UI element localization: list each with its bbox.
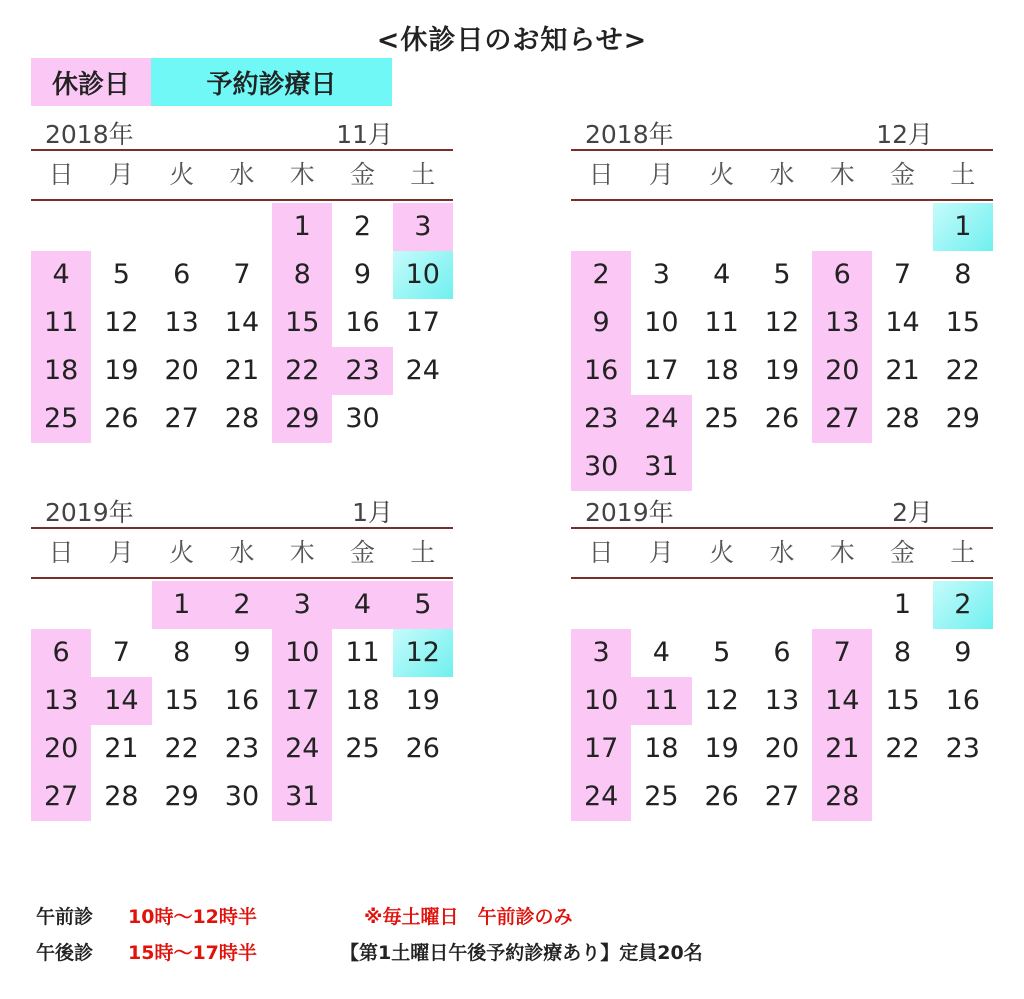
afternoon-hours-label: 午後診: [36, 942, 94, 964]
weekday-label: 月: [648, 538, 674, 567]
calendar-day: 4: [332, 581, 392, 629]
calendar-day: 16: [345, 307, 380, 338]
calendar-day: 13: [812, 299, 872, 347]
calendar-day: 10: [272, 629, 332, 677]
saturday-note: ※毎土曜日 午前診のみ: [364, 906, 573, 928]
calendar-year: 2019年: [585, 498, 674, 527]
calendar-2018-11: [31, 115, 453, 443]
calendar-day: 18: [31, 347, 91, 395]
calendar-day: 30: [571, 443, 631, 491]
calendar-day: 26: [405, 733, 440, 764]
weekday-label: 金: [889, 538, 915, 567]
calendar-day: 28: [224, 403, 260, 434]
weekday-label: 日: [48, 538, 74, 567]
calendar-day: 18: [644, 733, 679, 764]
calendar-day: 4: [31, 251, 91, 299]
weekday-label: 水: [229, 538, 255, 567]
calendar-day: 26: [764, 403, 800, 434]
calendar-day: 22: [885, 733, 920, 764]
calendar-day: 21: [224, 355, 260, 386]
weekday-label: 日: [588, 538, 614, 567]
weekday-header: [571, 529, 993, 577]
calendar-day: 6: [773, 637, 791, 668]
calendar-day: 12: [764, 307, 800, 338]
calendar-2019-01: [31, 493, 453, 821]
morning-hours-label: 午前診: [36, 906, 94, 928]
calendar-day: 17: [272, 677, 332, 725]
calendar-day: 10: [393, 251, 453, 299]
weekday-label: 水: [769, 538, 795, 567]
calendar-day: 18: [704, 355, 739, 386]
calendar-day: 18: [345, 685, 380, 716]
calendar-day: 31: [631, 443, 691, 491]
calendar-day: 1: [152, 581, 212, 629]
calendar-day: 9: [954, 637, 972, 668]
weekday-label: 木: [829, 160, 855, 189]
weekday-header: [31, 151, 453, 199]
calendar-day: 19: [104, 355, 139, 386]
calendar-year: 2018年: [585, 120, 674, 149]
calendar-2018-12: [571, 115, 993, 491]
calendar-year: 2019年: [45, 498, 134, 527]
weekday-label: 水: [769, 160, 795, 189]
calendar-day: 14: [812, 677, 872, 725]
calendar-day: 6: [812, 251, 872, 299]
weekday-label: 金: [349, 538, 375, 567]
weekday-label: 月: [108, 160, 134, 189]
calendar-day: 8: [954, 259, 972, 290]
first-saturday-note: 【第1土曜日午後予約診療あり】定員20名: [340, 942, 703, 964]
weekday-label: 土: [950, 160, 976, 189]
calendar-day: 20: [31, 725, 91, 773]
calendar-day: 1: [933, 203, 993, 251]
calendar-day: 26: [104, 403, 139, 434]
weekday-label: 土: [410, 538, 436, 567]
calendar-day: 11: [345, 637, 380, 668]
calendar-day: 30: [224, 781, 260, 812]
day-grid: [31, 201, 453, 443]
calendar-day: 25: [345, 733, 380, 764]
calendar-day: 5: [713, 637, 731, 668]
calendar-day: 12: [104, 307, 139, 338]
calendar-day: 29: [945, 403, 980, 434]
calendar-day: 13: [31, 677, 91, 725]
calendar-day: 13: [764, 685, 800, 716]
calendar-day: 11: [704, 307, 739, 338]
calendar-day: 20: [164, 355, 199, 386]
weekday-label: 木: [289, 160, 315, 189]
calendar-day: 27: [31, 773, 91, 821]
calendar-day: 19: [764, 355, 800, 386]
calendar-day: 13: [164, 307, 199, 338]
weekday-label: 月: [648, 160, 674, 189]
calendar-day: 7: [112, 637, 130, 668]
calendar-day: 29: [164, 781, 199, 812]
calendar-day: 21: [885, 355, 920, 386]
calendar-day: 11: [31, 299, 91, 347]
calendar-day: 2: [353, 211, 372, 242]
calendar-day: 7: [812, 629, 872, 677]
calendar-month: 2月: [892, 498, 933, 527]
calendar-day: 27: [764, 781, 800, 812]
calendar-day: 23: [945, 733, 980, 764]
calendar-day: 2: [933, 581, 993, 629]
calendar-day: 27: [164, 403, 199, 434]
calendar-day: 24: [571, 773, 631, 821]
calendar-day: 29: [272, 395, 332, 443]
morning-hours-time: 10時～12時半: [128, 906, 257, 928]
weekday-label: 日: [588, 160, 614, 189]
calendar-day: 2: [212, 581, 272, 629]
calendar-day: 7: [233, 259, 251, 290]
page-title: <休診日のお知らせ>: [376, 25, 648, 56]
day-grid: [571, 201, 993, 491]
weekday-label: 月: [108, 538, 134, 567]
weekday-label: 金: [889, 160, 915, 189]
calendar-day: 24: [631, 395, 691, 443]
calendar-day: 14: [91, 677, 151, 725]
calendar-day: 3: [571, 629, 631, 677]
weekday-header: [571, 151, 993, 199]
calendar-day: 1: [893, 589, 912, 620]
calendar-day: 6: [173, 259, 191, 290]
calendar-day: 4: [713, 259, 731, 290]
calendar-day: 2: [571, 251, 631, 299]
legend-closed-day: 休診日: [31, 58, 151, 106]
calendar-day: 11: [631, 677, 691, 725]
calendar-day: 1: [272, 203, 332, 251]
day-grid: [31, 579, 453, 821]
calendar-day: 27: [812, 395, 872, 443]
calendar-day: 8: [272, 251, 332, 299]
calendar-day: 3: [272, 581, 332, 629]
calendar-day: 15: [272, 299, 332, 347]
afternoon-hours-time: 15時～17時半: [128, 942, 257, 964]
calendar-day: 4: [652, 637, 670, 668]
legend-appointment-day: 予約診療日: [151, 58, 392, 106]
calendar-day: 19: [405, 685, 440, 716]
calendar-day: 24: [272, 725, 332, 773]
calendar-day: 22: [945, 355, 980, 386]
calendar-day: 17: [405, 307, 440, 338]
calendar-day: 25: [644, 781, 679, 812]
calendar-day: 28: [104, 781, 139, 812]
calendar-day: 5: [112, 259, 130, 290]
calendar-day: 12: [704, 685, 739, 716]
weekday-label: 火: [169, 538, 195, 567]
weekday-label: 土: [950, 538, 976, 567]
calendar-day: 23: [224, 733, 260, 764]
calendar-day: 3: [652, 259, 670, 290]
calendar-day: 3: [393, 203, 453, 251]
calendar-day: 19: [704, 733, 739, 764]
weekday-label: 火: [709, 160, 735, 189]
calendar-day: 31: [272, 773, 332, 821]
weekday-label: 木: [829, 538, 855, 567]
calendar-day: 7: [893, 259, 912, 290]
calendar-day: 25: [704, 403, 739, 434]
calendar-day: 23: [332, 347, 392, 395]
calendar-day: 6: [31, 629, 91, 677]
calendar-day: 14: [885, 307, 920, 338]
calendar-day: 28: [812, 773, 872, 821]
calendar-day: 10: [644, 307, 679, 338]
weekday-label: 木: [289, 538, 315, 567]
weekday-label: 土: [410, 160, 436, 189]
calendar-day: 22: [272, 347, 332, 395]
calendar-day: 14: [224, 307, 260, 338]
calendar-year: 2018年: [45, 120, 134, 149]
calendar-day: 30: [345, 403, 380, 434]
calendar-2019-02: [571, 493, 993, 821]
calendar-day: 9: [571, 299, 631, 347]
calendar-day: 16: [571, 347, 631, 395]
calendar-day: 15: [945, 307, 980, 338]
calendar-day: 15: [885, 685, 920, 716]
calendar-month: 12月: [876, 120, 933, 149]
calendar-day: 26: [704, 781, 739, 812]
calendar-month: 11月: [336, 120, 393, 149]
calendar-month: 1月: [352, 498, 393, 527]
calendar-day: 15: [164, 685, 199, 716]
weekday-label: 火: [169, 160, 195, 189]
calendar-day: 23: [571, 395, 631, 443]
calendar-day: 5: [773, 259, 791, 290]
weekday-label: 火: [709, 538, 735, 567]
calendar-day: 28: [885, 403, 920, 434]
calendar-day: 9: [233, 637, 251, 668]
day-grid: [571, 579, 993, 821]
weekday-label: 金: [349, 160, 375, 189]
calendar-day: 9: [353, 259, 372, 290]
calendar-day: 21: [812, 725, 872, 773]
weekday-header: [31, 529, 453, 577]
calendar-day: 17: [571, 725, 631, 773]
calendar-day: 17: [644, 355, 679, 386]
calendar-day: 25: [31, 395, 91, 443]
calendar-day: 8: [173, 637, 191, 668]
weekday-label: 水: [229, 160, 255, 189]
calendar-day: 12: [393, 629, 453, 677]
calendar-day: 10: [571, 677, 631, 725]
calendar-day: 22: [164, 733, 199, 764]
calendar-day: 20: [812, 347, 872, 395]
calendar-day: 16: [945, 685, 980, 716]
calendar-day: 16: [224, 685, 260, 716]
calendar-day: 8: [893, 637, 912, 668]
calendar-day: 24: [405, 355, 440, 386]
calendar-day: 21: [104, 733, 139, 764]
weekday-label: 日: [48, 160, 74, 189]
calendar-day: 20: [764, 733, 800, 764]
calendar-day: 5: [393, 581, 453, 629]
